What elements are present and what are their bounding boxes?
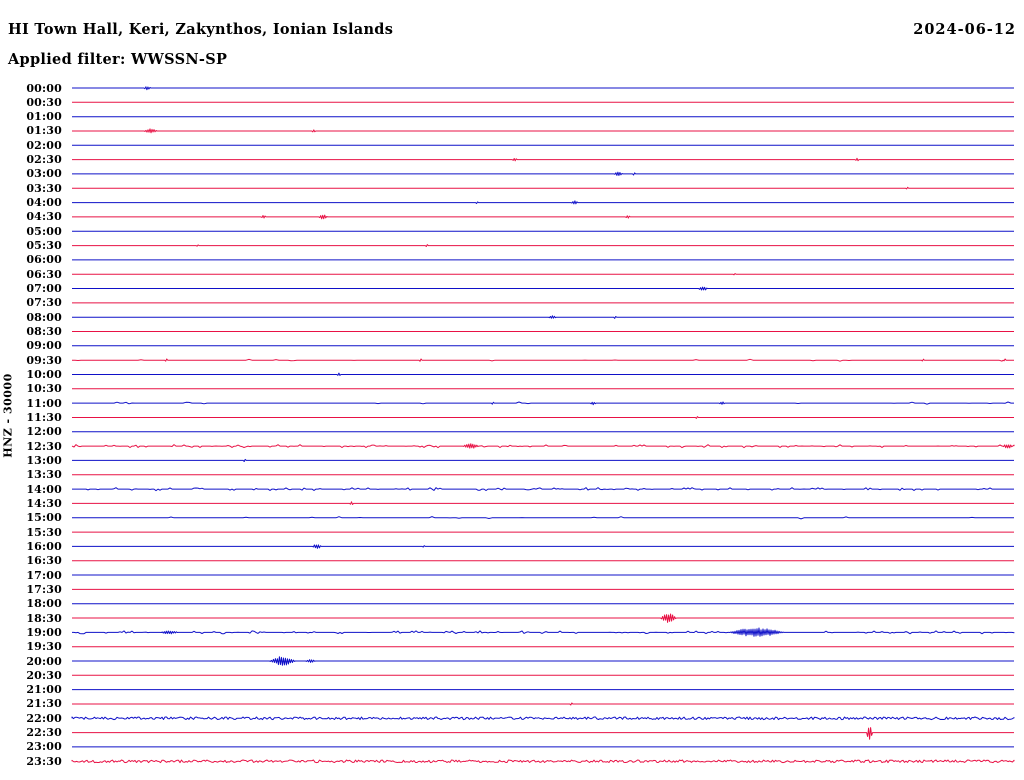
page-title: HI Town Hall, Keri, Zakynthos, Ionian Islands [8, 21, 394, 38]
trace-row [72, 245, 1014, 247]
trace-time-label: 07:00 [26, 282, 62, 296]
trace-time-label: 00:30 [26, 95, 62, 109]
trace-row [72, 87, 1014, 90]
trace-row [72, 373, 1014, 375]
trace-time-label: 20:30 [26, 668, 62, 682]
date-label: 2024-06-12 [913, 21, 1016, 38]
trace-row [72, 545, 1014, 549]
trace-time-label: 10:30 [26, 382, 62, 396]
trace-time-label: 22:30 [26, 726, 62, 740]
trace-row [72, 402, 1014, 405]
trace-time-label: 19:00 [26, 625, 62, 639]
trace-time-label: 04:30 [26, 210, 62, 224]
trace-row [72, 703, 1014, 705]
trace-row [72, 717, 1014, 720]
trace-time-label: 23:30 [26, 754, 62, 768]
trace-time-label: 06:30 [26, 267, 62, 281]
trace-row [72, 444, 1014, 448]
trace-row [72, 287, 1014, 290]
trace-time-label: 21:00 [26, 683, 62, 697]
trace-time-label: 12:30 [26, 439, 62, 453]
trace-time-label: 18:00 [26, 597, 62, 611]
trace-time-label: 04:00 [26, 196, 62, 210]
trace-row [72, 628, 1014, 636]
trace-row [72, 172, 1014, 175]
trace-time-label: 16:00 [26, 539, 62, 553]
trace-time-label: 13:00 [26, 453, 62, 467]
trace-time-label: 05:00 [26, 224, 62, 238]
trace-row [72, 201, 1014, 204]
trace-row [72, 187, 1014, 189]
trace-time-label: 10:00 [26, 368, 62, 381]
trace-time-label: 21:30 [26, 697, 62, 711]
trace-row [72, 459, 1014, 461]
trace-time-label: 11:00 [26, 396, 62, 410]
trace-time-label: 17:00 [26, 568, 62, 582]
trace-time-label: 18:30 [26, 611, 62, 625]
trace-row [72, 417, 1014, 419]
trace-row [72, 359, 1014, 361]
trace-time-label: 22:00 [26, 711, 62, 725]
trace-row [72, 215, 1014, 219]
trace-time-label: 23:00 [26, 740, 62, 754]
trace-row [72, 502, 1014, 505]
trace-row [72, 488, 1014, 491]
trace-row [72, 316, 1014, 319]
trace-row [72, 274, 1014, 275]
trace-row [72, 158, 1014, 161]
trace-time-label: 01:00 [26, 110, 62, 124]
trace-row [72, 728, 1014, 740]
trace-time-label: 07:30 [26, 296, 62, 310]
trace-time-label: 08:30 [26, 325, 62, 339]
trace-time-label: 13:30 [26, 468, 62, 482]
applied-filter-label: Applied filter: WWSSN-SP [8, 51, 228, 68]
trace-time-label: 15:00 [26, 511, 62, 525]
trace-time-label: 14:00 [26, 482, 62, 496]
trace-time-label: 08:00 [26, 310, 62, 324]
trace-time-label: 05:30 [26, 239, 62, 253]
trace-time-label: 01:30 [26, 124, 62, 138]
trace-row [72, 614, 1014, 622]
trace-time-label: 03:00 [26, 167, 62, 181]
trace-time-label: 12:00 [26, 425, 62, 439]
trace-time-label: 11:30 [26, 410, 62, 424]
trace-time-label: 14:30 [26, 496, 62, 510]
trace-time-label: 09:00 [26, 339, 62, 353]
trace-time-label: 06:00 [26, 253, 62, 267]
trace-time-label: 03:30 [26, 181, 62, 195]
trace-time-label: 15:30 [26, 525, 62, 539]
trace-row [72, 129, 1014, 133]
trace-time-label: 02:30 [26, 153, 62, 167]
trace-time-label: 19:30 [26, 640, 62, 654]
trace-time-label: 17:30 [26, 582, 62, 596]
trace-row [72, 657, 1014, 666]
trace-row [72, 760, 1014, 763]
trace-time-label: 20:00 [26, 654, 62, 668]
trace-row [72, 517, 1014, 519]
trace-time-label: 02:00 [26, 138, 62, 152]
trace-time-label: 00:00 [26, 81, 62, 95]
trace-time-label: 16:30 [26, 554, 62, 568]
channel-axis-label: HNZ - 30000 [1, 373, 15, 458]
trace-time-label: 09:30 [26, 353, 62, 367]
